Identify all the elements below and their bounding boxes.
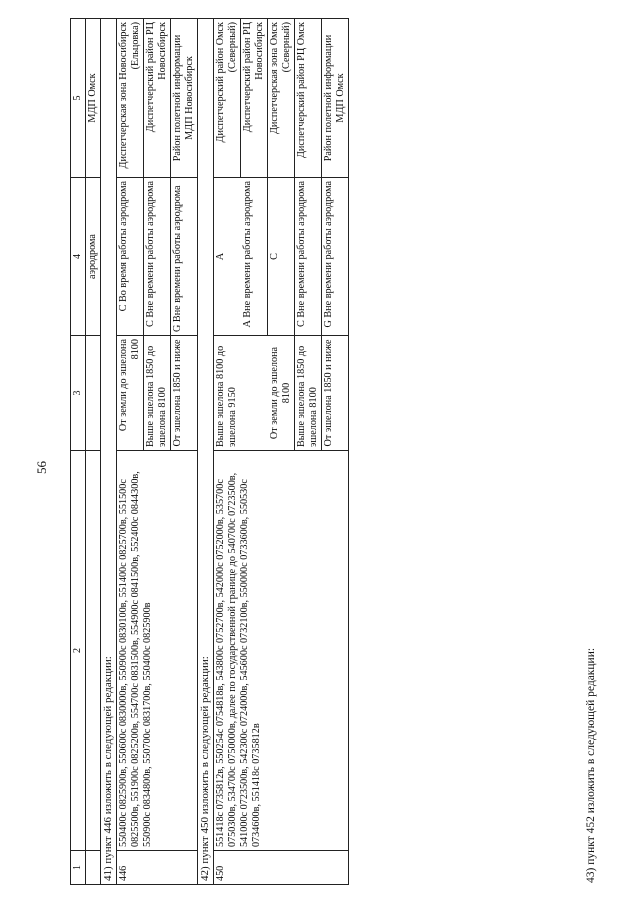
row-450-sub4-c3: Выше эшелона 1850 до эшелона 8100 <box>295 336 322 451</box>
page-number: 56 <box>34 461 49 474</box>
header-col-1: 1 <box>71 851 86 885</box>
row-450-sub5-c5: Район полетной информации МДП Омск <box>322 19 349 178</box>
row-450-id: 450 <box>214 851 349 885</box>
top-c5: МДП Омск <box>86 19 101 178</box>
row-450-sub3-c4: С <box>268 178 295 336</box>
row-446-sub3-c5: Район полетной информации МДП Новосибирск <box>171 19 198 178</box>
section-41-row <box>101 19 117 885</box>
header-col-5: 5 <box>71 19 86 178</box>
row-450-sub5-c4: G Вне времени работы аэродрома <box>322 178 349 336</box>
row-446-sub3-c3: От эшелона 1850 и ниже <box>171 336 198 451</box>
table-row-446 <box>117 19 144 885</box>
row-450-sub1-c4: А <box>214 178 241 336</box>
header-row <box>71 19 86 885</box>
row-446-sub1-c3: От земли до эшелона 8100 <box>117 336 144 451</box>
row-446-sub2-c5: Диспетчерский район РЦ Новосибирск <box>144 19 171 178</box>
table-row-450 <box>214 19 241 885</box>
row-450-sub5-c3: От эшелона 1850 и ниже <box>322 336 349 451</box>
row-450-sub4-c5: Диспетчерский район РЦ Омск <box>295 19 322 178</box>
row-450-sub3-c5: Диспетчерская зона Омск (Северный) <box>268 19 295 178</box>
row-450-sub2-c5: Диспетчерский район РЦ Новосибирск <box>241 19 268 178</box>
row-446-id: 446 <box>117 851 198 885</box>
row-446-sub1-c5: Диспетчерская зона Новосибирск (Ельцовка) <box>117 19 144 178</box>
row-450-sub2-c3 <box>241 336 268 451</box>
section-43-heading: 43) пункт 452 изложить в следующей редакции: <box>585 647 597 883</box>
row-450-sub1-c3: Выше эшелона 8100 до эшелона 9150 <box>214 336 241 451</box>
top-continuation-row <box>86 19 101 885</box>
row-450-sub4-c4: С Вне времени работы аэродрома <box>295 178 322 336</box>
row-446-sub2-c3: Выше эшелона 1850 до эшелона 8100 <box>144 336 171 451</box>
row-450-sub3-c3: От земли до эшелона 8100 <box>268 336 295 451</box>
row-446-sub1-c4: С Во время работы аэродрома <box>117 178 144 336</box>
amendment-table <box>70 18 349 885</box>
top-c4: аэродрома <box>86 178 101 336</box>
header-col-3: 3 <box>71 336 86 451</box>
header-col-4: 4 <box>71 178 86 336</box>
row-450-coords: 551418с 0735812в, 550254с 0754818в, 543800с 0752700в, 542000с 0752000в, 535700с 0750300в, 534700с 0750000в, далее по государственной границе до 540700с 0723500в, 541000с 0723500в, 542300с 0724000в, 545600с 0732100в, 550000с 0733600в, 550530с 0734600в, 551418с 0735812в <box>214 451 349 851</box>
row-450-sub1-c5: Диспетчерский район Омск (Северный) <box>214 19 241 178</box>
section-42-row <box>198 19 214 885</box>
section-41-heading: 41) пункт 446 изложить в следующей редакции: <box>101 19 117 885</box>
section-42-heading: 42) пункт 450 изложить в следующей редакции: <box>198 19 214 885</box>
row-446-sub3-c4: G Вне времени работы аэродрома <box>171 178 198 336</box>
header-col-2: 2 <box>71 451 86 851</box>
row-450-sub2-c4: А Вне времени работы аэродрома <box>241 178 268 336</box>
row-446-sub2-c4: С Вне времени работы аэродрома <box>144 178 171 336</box>
row-446-coords: 550400с 0825900в, 550600с 0830000в, 550900с 0830100в, 551400с 0825700в, 551500с 0825500в, 551900с 0825200в, 554700с 0831500в, 554900с 0841500в, 552400с 0844300в, 550900с 0834800в, 550700с 0831700в, 550400с 0825900в <box>117 451 198 851</box>
